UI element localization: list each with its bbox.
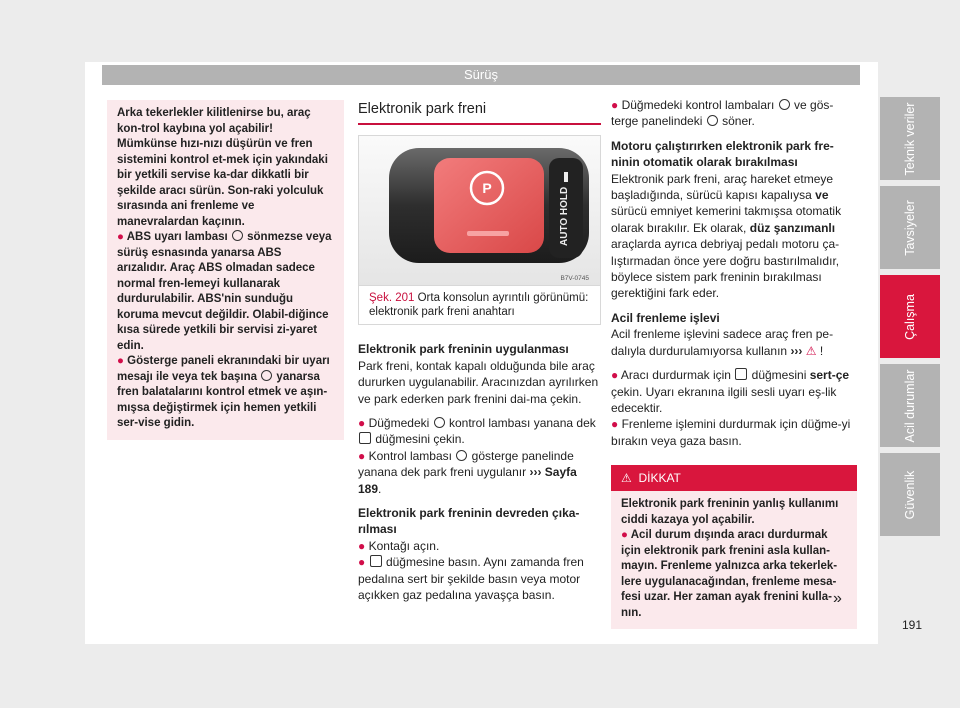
paragraph: Park freni, kontak kapalı olduğunda bile araç dururken uygulanabilir. Aracınızdan ayrılırken ve park ederken park frenini dai-ma çekin. bbox=[358, 358, 599, 406]
figure-code: B7V-0745 bbox=[560, 275, 589, 283]
warning-reference-link[interactable]: ››› bbox=[790, 343, 803, 358]
list-item: ● Kontrol lambası gösterge panelinde yanana dek park freni uygulanır ››› Sayfa 189. bbox=[358, 448, 577, 496]
list-item: ● Düğmedeki kontrol lambası yanana dek düğmesini çekin. bbox=[358, 416, 596, 447]
warning-header: ⚠ DİKKAT bbox=[611, 465, 857, 491]
auto-hold-label: AUTO HOLD bbox=[559, 187, 570, 247]
list-item: ● düğmesine basın. Aynı zamanda fren pedalına sert bir şekilde basın veya motor açıkken gaz pedalına yavaşça basın. bbox=[358, 555, 584, 603]
warning-triangle-icon: ⚠ bbox=[621, 471, 632, 486]
warning-triangle-icon: ⚠ bbox=[805, 343, 817, 358]
list-item: ● Aracı durdurmak için düğmesini sert-çe çekin. Uyarı ekranına ilgili sesli uyarı eş-lik edecektir. bbox=[611, 368, 850, 415]
bullet-icon: ● bbox=[358, 538, 366, 553]
bullet-icon: ● bbox=[611, 98, 619, 112]
figure-201 bbox=[358, 135, 601, 325]
tab-teknik-veriler[interactable]: Teknik veriler bbox=[880, 97, 940, 180]
svg-text:P: P bbox=[482, 180, 492, 197]
park-brake-button-icon bbox=[359, 432, 371, 444]
column-2 bbox=[358, 97, 601, 604]
abs-lamp-icon bbox=[232, 230, 243, 241]
park-brake-lamp-icon bbox=[434, 417, 445, 428]
warning-bullet: ● Gösterge paneli ekranındaki bir uyarı mesajı ile veya tek başına yanarsa fren balatalarını kontrol etmek ve aşın-mışsa değiştirmek için hemen yetkili ser-vise gidin. bbox=[117, 355, 330, 429]
continue-mark: » bbox=[833, 590, 842, 607]
bullet-icon: ● bbox=[621, 529, 628, 542]
bullet-icon: ● bbox=[611, 368, 619, 383]
warning-text: Arka tekerlekler kilitlenirse bu, araç kon-trol kaybına yol açabilir! Mümkünse hızı-nızı düşürün ve fren sistemini kontrol et-mek için yakındaki bir yetkili servise ka-dar dikkatli bir şekilde aracı sürün. Son-raki yolculuk sırasında ani frenleme ve manevralardan kaçının. bbox=[117, 107, 328, 228]
warning-text: Elektronik park freninin yanlış kullanımı ciddi kazaya yol açabilir. bbox=[621, 498, 839, 526]
warning-bullet: ● ABS uyarı lambası sönmezse veya sürüş esnasında yanarsa ABS arızalıdır. Araç ABS olmadan sadece normal fren-lemeyi kullanarak durdurulabilir. ABS'nin sunduğu koruma mevcut değildir. Olabil-diğince kısa sürede yetkili bir servisi zi-yaret edin. bbox=[117, 231, 332, 352]
subheading-auto-release: Motoru çalıştırırken elektronik park fre-ninin otomatik olarak bırakılması bbox=[611, 138, 834, 170]
section-title: Elektronik park freni bbox=[358, 97, 601, 125]
bullet-icon: ● bbox=[358, 555, 366, 570]
warning-bullet: ● Acil durum dışında aracı durdurmak için elektronik park frenini asla kullan-mayın. Frenleme yalnızca arka tekerlek-lere uygulanacağından, frenleme mesa-fesi uzar. Her zaman ayak frenini kulla-nın. bbox=[621, 529, 838, 619]
figure-caption-text: Orta konsolun ayrıntılı görünümü: elektronik park freni anahtarı bbox=[369, 292, 589, 319]
park-brake-lamp-icon bbox=[779, 99, 790, 110]
subheading-apply: Elektronik park freninin uygulanması bbox=[358, 342, 569, 357]
tab-guvenlik[interactable]: Güvenlik bbox=[880, 453, 940, 536]
list-item: ● Frenleme işlemini durdurmak için düğme-yi bırakın veya gaza basın. bbox=[611, 417, 851, 448]
park-brake-switch-illustration bbox=[359, 136, 600, 285]
subheading-emergency: Acil frenleme işlevi bbox=[611, 310, 720, 325]
bullet-icon: ● bbox=[611, 417, 619, 432]
park-brake-lamp-icon bbox=[456, 450, 467, 461]
paragraph: Acil frenleme işlevini sadece araç fren pe-dalıyla durdurulamıyorsa kullanın ››› ⚠ ! bbox=[611, 327, 834, 358]
tab-acil-durumlar[interactable]: Acil durumlar bbox=[880, 364, 940, 447]
list-item: ● Kontağı açın. bbox=[358, 538, 440, 553]
column-1 bbox=[107, 100, 344, 440]
figure-caption bbox=[359, 285, 600, 324]
park-brake-lamp-icon bbox=[707, 115, 718, 126]
warning-box bbox=[611, 465, 857, 629]
subheading-release: Elektronik park freninin devreden çıka-rılması bbox=[358, 506, 580, 537]
park-brake-button-icon bbox=[370, 555, 382, 567]
page-number: 191 bbox=[902, 618, 923, 632]
brake-pad-lamp-icon bbox=[261, 370, 272, 381]
park-brake-button-icon bbox=[735, 368, 747, 380]
paragraph: Elektronik park freni, araç hareket etmeye başladığında, sürücü kapısı kapalıysa ve sürücü emniyet kemerini takmışsa otomatik olarak bırakılır. Ek olarak, düz şanzımanlı araçlarda ayrıca debriyaj pedalı motoru ça-lıştırmadan önce yere doğru bastırılmalıdır, böylece sistem park freninin bırakılması gerektiğini fark eder. bbox=[611, 171, 842, 301]
warning-continuation bbox=[107, 100, 344, 440]
bullet-icon: ● bbox=[358, 448, 366, 463]
bullet-icon: ● bbox=[117, 355, 124, 367]
column-3 bbox=[611, 97, 857, 629]
tab-tavsiyeler[interactable]: Tavsiyeler bbox=[880, 186, 940, 269]
park-brake-photo bbox=[359, 136, 600, 285]
figure-number: Şek. 201 bbox=[369, 292, 415, 305]
list-item: ● Düğmedeki kontrol lambaları ve gös-terge panelindeki söner. bbox=[611, 98, 834, 129]
section-header: Sürüş bbox=[102, 65, 860, 85]
bullet-icon: ● bbox=[358, 416, 366, 431]
page-reference-link[interactable]: ››› Sayfa 189 bbox=[358, 465, 577, 496]
chapter-tabs bbox=[880, 97, 940, 542]
bullet-icon: ● bbox=[117, 231, 124, 243]
tab-calisma[interactable]: Çalışma bbox=[880, 275, 940, 358]
